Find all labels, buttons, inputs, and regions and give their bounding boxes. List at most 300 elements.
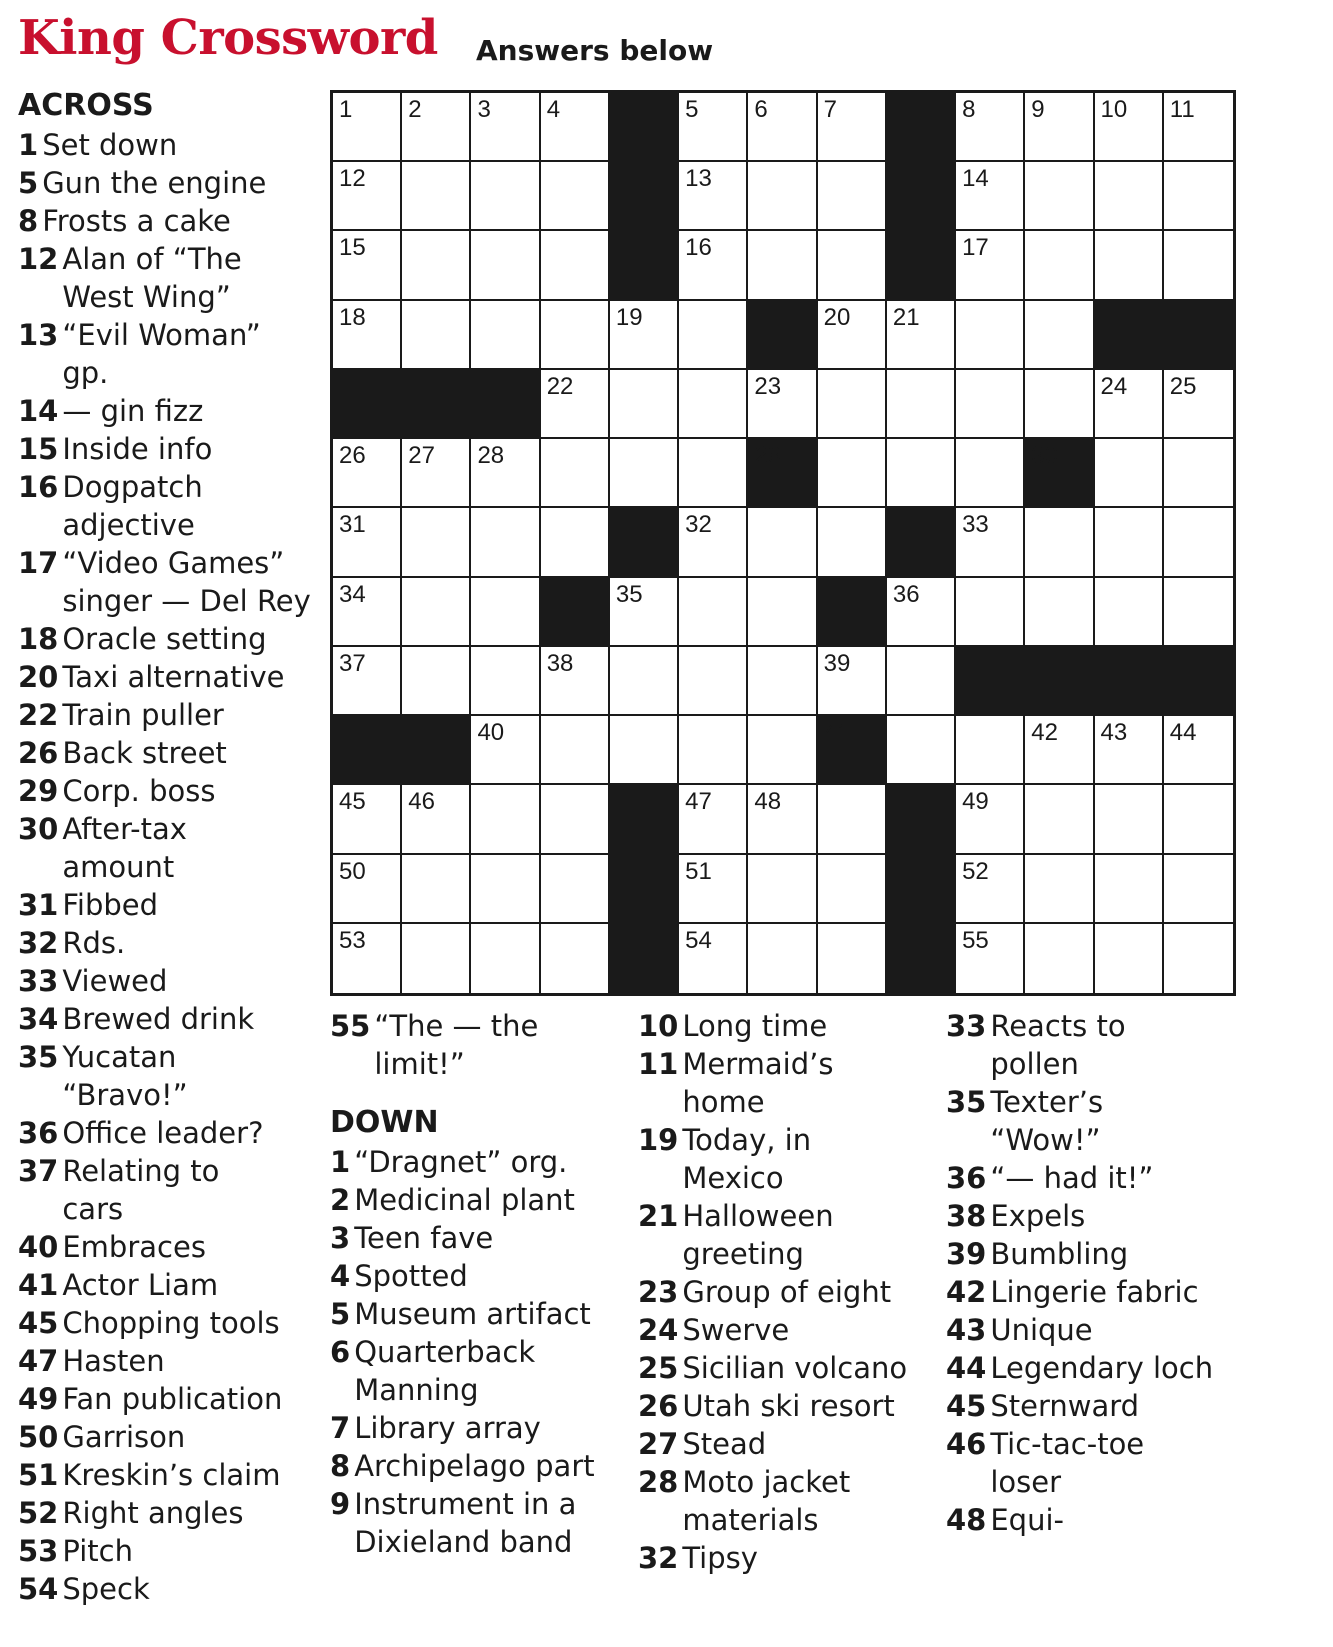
black-square bbox=[610, 231, 679, 300]
grid-cell[interactable] bbox=[818, 924, 887, 993]
grid-cell[interactable] bbox=[956, 924, 1025, 993]
grid-cell[interactable] bbox=[333, 231, 402, 300]
grid-cell[interactable] bbox=[1025, 855, 1094, 924]
cell-number: 46 bbox=[408, 788, 435, 816]
grid-cell[interactable] bbox=[818, 93, 887, 162]
clue-item bbox=[946, 1425, 1246, 1501]
grid-cell[interactable] bbox=[818, 647, 887, 716]
grid-cell[interactable] bbox=[818, 231, 887, 300]
grid-cell[interactable] bbox=[1095, 162, 1164, 231]
grid-cell[interactable] bbox=[541, 370, 610, 439]
across-heading: ACROSS bbox=[18, 88, 154, 123]
grid-cell[interactable] bbox=[1095, 785, 1164, 854]
grid-cell[interactable] bbox=[333, 924, 402, 993]
clue-item bbox=[18, 1038, 318, 1114]
grid-cell[interactable] bbox=[1095, 716, 1164, 785]
grid-cell[interactable] bbox=[471, 924, 540, 993]
clue-number: 28 bbox=[638, 1465, 679, 1499]
clue-number: 12 bbox=[18, 242, 59, 276]
grid-cell[interactable] bbox=[402, 162, 471, 231]
grid-cell[interactable] bbox=[402, 855, 471, 924]
grid-cell[interactable] bbox=[887, 370, 956, 439]
grid-cell[interactable] bbox=[1095, 855, 1164, 924]
page-title: King Crossword bbox=[18, 10, 438, 66]
grid-cell[interactable] bbox=[610, 578, 679, 647]
clue-number: 30 bbox=[18, 812, 59, 846]
clue-number: 55 bbox=[330, 1009, 371, 1043]
cell-number: 32 bbox=[685, 511, 712, 539]
grid-cell[interactable] bbox=[887, 716, 956, 785]
grid-cell[interactable] bbox=[1164, 439, 1233, 508]
grid-cell[interactable] bbox=[956, 855, 1025, 924]
grid-cell[interactable] bbox=[333, 785, 402, 854]
grid-cell[interactable] bbox=[1025, 716, 1094, 785]
grid-cell[interactable] bbox=[333, 301, 402, 370]
clue-item bbox=[638, 1007, 938, 1045]
clue-item bbox=[18, 1228, 318, 1266]
grid-cell[interactable] bbox=[471, 439, 540, 508]
grid-cell[interactable] bbox=[1095, 231, 1164, 300]
grid-cell[interactable] bbox=[748, 716, 817, 785]
clue-item bbox=[330, 1295, 630, 1333]
grid-cell[interactable] bbox=[956, 231, 1025, 300]
grid-cell[interactable] bbox=[541, 647, 610, 716]
grid-cell[interactable] bbox=[541, 785, 610, 854]
clue-text: Gun the engine bbox=[42, 166, 267, 200]
grid-cell[interactable] bbox=[679, 301, 748, 370]
clue-item bbox=[946, 1311, 1246, 1349]
grid-cell[interactable] bbox=[887, 439, 956, 508]
cell-number: 39 bbox=[823, 649, 851, 677]
grid-cell[interactable] bbox=[333, 162, 402, 231]
cell-number: 42 bbox=[1031, 719, 1058, 747]
grid-cell[interactable] bbox=[1164, 578, 1233, 647]
grid-cell[interactable] bbox=[679, 785, 748, 854]
clue-number: 13 bbox=[18, 318, 59, 352]
grid-cell[interactable] bbox=[610, 647, 679, 716]
cell-number: 50 bbox=[339, 857, 366, 885]
grid-cell[interactable] bbox=[679, 508, 748, 577]
cell-number: 52 bbox=[962, 857, 989, 885]
grid-cell[interactable] bbox=[541, 162, 610, 231]
clue-item bbox=[638, 1121, 938, 1197]
clue-text: Taxi alternative bbox=[62, 660, 285, 694]
clues-column-3 bbox=[638, 1007, 938, 1577]
clue-item bbox=[638, 1197, 938, 1273]
grid-cell[interactable] bbox=[887, 578, 956, 647]
grid-cell[interactable] bbox=[333, 855, 402, 924]
cell-number: 5 bbox=[685, 96, 699, 123]
grid-cell[interactable] bbox=[679, 231, 748, 300]
cell-number: 33 bbox=[962, 511, 989, 539]
black-square bbox=[1095, 301, 1164, 370]
grid-cell[interactable] bbox=[748, 162, 817, 231]
clue-item bbox=[18, 430, 318, 468]
clue-number: 25 bbox=[638, 1351, 679, 1385]
grid-cell[interactable] bbox=[1095, 439, 1164, 508]
black-square bbox=[887, 162, 956, 231]
grid-cell[interactable] bbox=[748, 647, 817, 716]
grid-cell[interactable] bbox=[956, 93, 1025, 162]
clue-number: 32 bbox=[18, 926, 59, 960]
cell-number: 10 bbox=[1100, 96, 1128, 123]
clue-item bbox=[18, 1418, 318, 1456]
clue-number: 1 bbox=[330, 1145, 351, 1179]
grid-cell[interactable] bbox=[748, 93, 817, 162]
clue-item bbox=[18, 1000, 318, 1038]
grid-cell[interactable] bbox=[333, 508, 402, 577]
grid-cell[interactable] bbox=[1164, 924, 1233, 993]
grid-cell[interactable] bbox=[679, 716, 748, 785]
clue-number: 47 bbox=[18, 1344, 59, 1378]
clue-item bbox=[946, 1083, 1246, 1159]
clue-number: 44 bbox=[946, 1351, 987, 1385]
grid-cell[interactable] bbox=[748, 578, 817, 647]
grid-cell[interactable] bbox=[333, 578, 402, 647]
clue-number: 16 bbox=[18, 470, 59, 504]
black-square bbox=[1164, 647, 1233, 716]
grid-cell[interactable] bbox=[1164, 370, 1233, 439]
clue-item bbox=[946, 1197, 1246, 1235]
clue-text: Yucatan “Bravo!” bbox=[62, 1040, 188, 1112]
grid-cell[interactable] bbox=[679, 855, 748, 924]
cell-number: 24 bbox=[1100, 372, 1128, 400]
black-square bbox=[610, 785, 679, 854]
grid-cell[interactable] bbox=[471, 647, 540, 716]
black-square bbox=[610, 924, 679, 993]
clue-item bbox=[638, 1425, 938, 1463]
clue-text: Relating to cars bbox=[62, 1154, 220, 1226]
grid-cell[interactable] bbox=[402, 508, 471, 577]
clue-item bbox=[18, 468, 318, 544]
clue-item bbox=[18, 658, 318, 696]
grid-cell[interactable] bbox=[818, 785, 887, 854]
clue-text: Fan publication bbox=[62, 1382, 283, 1416]
grid-cell[interactable] bbox=[541, 301, 610, 370]
clue-number: 11 bbox=[638, 1047, 679, 1081]
grid-cell[interactable] bbox=[1095, 578, 1164, 647]
grid-cell[interactable] bbox=[748, 508, 817, 577]
grid-cell[interactable] bbox=[1164, 93, 1233, 162]
grid-cell[interactable] bbox=[471, 162, 540, 231]
clue-text: Tipsy bbox=[682, 1541, 758, 1575]
black-square bbox=[1095, 647, 1164, 716]
grid-cell[interactable] bbox=[818, 162, 887, 231]
grid-cell[interactable] bbox=[679, 647, 748, 716]
clue-item bbox=[330, 1181, 630, 1219]
clue-item bbox=[18, 620, 318, 658]
black-square bbox=[610, 508, 679, 577]
clue-item bbox=[330, 1257, 630, 1295]
grid-cell[interactable] bbox=[471, 578, 540, 647]
grid-cell[interactable] bbox=[333, 93, 402, 162]
grid-cell[interactable] bbox=[679, 578, 748, 647]
cell-number: 41 bbox=[823, 719, 851, 747]
grid-cell[interactable] bbox=[956, 785, 1025, 854]
clue-text: Lingerie fabric bbox=[990, 1275, 1199, 1309]
cell-number: 44 bbox=[1169, 719, 1197, 747]
clue-item bbox=[638, 1045, 938, 1121]
clue-number: 7 bbox=[330, 1411, 351, 1445]
grid-cell[interactable] bbox=[887, 301, 956, 370]
cell-number: 16 bbox=[685, 234, 712, 262]
clue-item bbox=[638, 1311, 938, 1349]
grid-cell[interactable] bbox=[402, 924, 471, 993]
grid-cell[interactable] bbox=[471, 855, 540, 924]
clue-number: 15 bbox=[18, 432, 59, 466]
grid-cell[interactable] bbox=[956, 162, 1025, 231]
clue-text: Chopping tools bbox=[62, 1306, 280, 1340]
clue-item bbox=[330, 1143, 630, 1181]
clue-item bbox=[18, 1456, 318, 1494]
grid-cell[interactable] bbox=[541, 231, 610, 300]
cell-number: 22 bbox=[546, 372, 574, 400]
grid-cell[interactable] bbox=[748, 855, 817, 924]
clue-number: 36 bbox=[946, 1161, 987, 1195]
grid-cell[interactable] bbox=[748, 924, 817, 993]
grid-cell[interactable] bbox=[956, 508, 1025, 577]
clues-column-2 bbox=[330, 1007, 630, 1561]
clue-number: 40 bbox=[18, 1230, 59, 1264]
cell-number: 13 bbox=[685, 165, 712, 193]
cell-number: 14 bbox=[962, 165, 989, 193]
grid-cell[interactable] bbox=[818, 855, 887, 924]
grid-cell[interactable] bbox=[541, 924, 610, 993]
grid-cell[interactable] bbox=[956, 578, 1025, 647]
clue-item bbox=[18, 544, 318, 620]
grid-cell[interactable] bbox=[471, 93, 540, 162]
clue-number: 27 bbox=[638, 1427, 679, 1461]
black-square bbox=[887, 924, 956, 993]
grid-cell[interactable] bbox=[1164, 716, 1233, 785]
clue-text: Pitch bbox=[62, 1534, 133, 1568]
grid-cell[interactable] bbox=[956, 370, 1025, 439]
clue-text: Expels bbox=[990, 1199, 1086, 1233]
cell-number: 51 bbox=[685, 857, 712, 885]
clue-number: 18 bbox=[18, 622, 59, 656]
grid-cell[interactable] bbox=[402, 578, 471, 647]
grid-cell[interactable] bbox=[1164, 231, 1233, 300]
clue-item bbox=[330, 1447, 630, 1485]
grid-cell[interactable] bbox=[402, 647, 471, 716]
grid-cell[interactable] bbox=[471, 231, 540, 300]
grid-cell[interactable] bbox=[1025, 93, 1094, 162]
clue-number: 36 bbox=[18, 1116, 59, 1150]
clue-item bbox=[330, 1333, 630, 1409]
grid-cell[interactable] bbox=[956, 301, 1025, 370]
grid-cell[interactable] bbox=[818, 370, 887, 439]
clue-number: 2 bbox=[330, 1183, 351, 1217]
grid-cell[interactable] bbox=[610, 716, 679, 785]
grid-cell[interactable] bbox=[1095, 924, 1164, 993]
grid-cell[interactable] bbox=[748, 231, 817, 300]
grid-cell[interactable] bbox=[471, 508, 540, 577]
grid-cell[interactable] bbox=[818, 301, 887, 370]
black-square bbox=[541, 578, 610, 647]
down-heading: DOWN bbox=[330, 1105, 439, 1140]
clue-text: Bumbling bbox=[990, 1237, 1129, 1271]
grid-cell[interactable] bbox=[679, 439, 748, 508]
grid-cell[interactable] bbox=[679, 162, 748, 231]
grid-cell[interactable] bbox=[956, 716, 1025, 785]
grid-cell[interactable] bbox=[610, 370, 679, 439]
grid-cell[interactable] bbox=[333, 647, 402, 716]
grid-cell[interactable] bbox=[1025, 162, 1094, 231]
clue-text: Texter’s “Wow!” bbox=[990, 1085, 1104, 1157]
cell-number: 25 bbox=[1169, 372, 1197, 400]
clue-text: Legendary loch bbox=[990, 1351, 1214, 1385]
grid-cell[interactable] bbox=[402, 439, 471, 508]
grid-cell[interactable] bbox=[402, 231, 471, 300]
grid-cell[interactable] bbox=[541, 508, 610, 577]
clue-item bbox=[18, 1342, 318, 1380]
grid-cell[interactable] bbox=[1095, 93, 1164, 162]
clue-text: Library array bbox=[354, 1411, 541, 1445]
clue-text: “Dragnet” org. bbox=[354, 1145, 568, 1179]
cell-number: 8 bbox=[962, 96, 976, 123]
grid-cell[interactable] bbox=[610, 439, 679, 508]
clue-text: Train puller bbox=[62, 698, 224, 732]
clue-text: Group of eight bbox=[682, 1275, 892, 1309]
clue-number: 26 bbox=[18, 736, 59, 770]
grid-cell[interactable] bbox=[333, 439, 402, 508]
black-square bbox=[887, 508, 956, 577]
clue-text: Embraces bbox=[62, 1230, 206, 1264]
clue-number: 31 bbox=[18, 888, 59, 922]
clue-number: 21 bbox=[638, 1199, 679, 1233]
cell-number: 26 bbox=[339, 442, 366, 470]
clue-number: 19 bbox=[638, 1123, 679, 1157]
black-square bbox=[956, 647, 1025, 716]
clue-item bbox=[18, 392, 318, 430]
grid-cell[interactable] bbox=[1095, 370, 1164, 439]
clue-item bbox=[18, 772, 318, 810]
clue-text: Hasten bbox=[62, 1344, 165, 1378]
grid-cell[interactable] bbox=[402, 301, 471, 370]
cell-number: 3 bbox=[477, 96, 491, 123]
grid-cell[interactable] bbox=[818, 508, 887, 577]
clue-item bbox=[18, 1570, 318, 1608]
clue-text: Instrument in a Dixieland band bbox=[354, 1487, 577, 1559]
clue-text: Reacts to pollen bbox=[990, 1009, 1126, 1081]
clue-item bbox=[946, 1501, 1246, 1539]
grid-cell[interactable] bbox=[956, 439, 1025, 508]
clue-item bbox=[638, 1463, 938, 1539]
grid-cell[interactable] bbox=[471, 301, 540, 370]
grid-cell[interactable] bbox=[541, 716, 610, 785]
clue-item bbox=[18, 240, 318, 316]
grid-cell[interactable] bbox=[1025, 231, 1094, 300]
black-square bbox=[887, 855, 956, 924]
cell-number: 20 bbox=[823, 303, 851, 331]
grid-cell[interactable] bbox=[402, 785, 471, 854]
grid-cell[interactable] bbox=[610, 301, 679, 370]
clue-text: Frosts a cake bbox=[42, 204, 231, 238]
grid-cell[interactable] bbox=[1164, 508, 1233, 577]
grid-cell[interactable] bbox=[679, 370, 748, 439]
grid-cell[interactable] bbox=[541, 439, 610, 508]
grid-cell[interactable] bbox=[1164, 855, 1233, 924]
grid-cell[interactable] bbox=[1025, 301, 1094, 370]
grid-cell[interactable] bbox=[748, 785, 817, 854]
answers-note: Answers below bbox=[476, 34, 714, 67]
clue-item bbox=[18, 962, 318, 1000]
clue-text: Back street bbox=[62, 736, 227, 770]
clue-item bbox=[946, 1349, 1246, 1387]
grid-cell[interactable] bbox=[1025, 578, 1094, 647]
grid-cell[interactable] bbox=[1164, 785, 1233, 854]
grid-cell[interactable] bbox=[1025, 785, 1094, 854]
clue-item bbox=[330, 1409, 630, 1447]
cell-number: 48 bbox=[754, 788, 782, 816]
grid-cell[interactable] bbox=[541, 93, 610, 162]
clue-text: Medicinal plant bbox=[354, 1183, 575, 1217]
clue-text: Quarterback Manning bbox=[354, 1335, 536, 1407]
cell-number: 28 bbox=[477, 442, 505, 470]
black-square bbox=[610, 93, 679, 162]
clue-item bbox=[18, 696, 318, 734]
cell-number: 27 bbox=[408, 442, 435, 470]
grid-cell[interactable] bbox=[1025, 370, 1094, 439]
cell-number: 7 bbox=[823, 96, 837, 123]
clue-text: After-tax amount bbox=[62, 812, 187, 884]
grid-cell[interactable] bbox=[748, 370, 817, 439]
grid-cell[interactable] bbox=[1164, 162, 1233, 231]
black-square bbox=[1025, 647, 1094, 716]
clue-text: Archipelago part bbox=[354, 1449, 595, 1483]
cell-number: 45 bbox=[339, 788, 366, 816]
clue-number: 37 bbox=[18, 1154, 59, 1188]
grid-cell[interactable] bbox=[887, 647, 956, 716]
clue-text: Moto jacket materials bbox=[682, 1465, 851, 1537]
clue-number: 54 bbox=[18, 1572, 59, 1606]
clue-text: Brewed drink bbox=[62, 1002, 255, 1036]
clue-item bbox=[18, 126, 318, 164]
black-square bbox=[402, 716, 471, 785]
grid-cell[interactable] bbox=[1095, 508, 1164, 577]
clue-item bbox=[18, 1152, 318, 1228]
cell-number: 19 bbox=[615, 303, 643, 331]
clue-text: Dogpatch adjective bbox=[62, 470, 203, 542]
cell-number: 30 bbox=[1031, 442, 1058, 470]
grid-cell[interactable] bbox=[1025, 924, 1094, 993]
cell-number: 12 bbox=[339, 165, 366, 193]
clue-text: Corp. boss bbox=[62, 774, 216, 808]
clue-number: 50 bbox=[18, 1420, 59, 1454]
grid-cell[interactable] bbox=[679, 93, 748, 162]
clue-text: Unique bbox=[990, 1313, 1093, 1347]
clue-item bbox=[18, 202, 318, 240]
grid-cell[interactable] bbox=[471, 785, 540, 854]
cell-number: 40 bbox=[477, 719, 505, 747]
grid-cell[interactable] bbox=[541, 855, 610, 924]
grid-cell[interactable] bbox=[679, 924, 748, 993]
clues-column-4 bbox=[946, 1007, 1246, 1539]
clue-text: Swerve bbox=[682, 1313, 790, 1347]
clue-text: Set down bbox=[42, 128, 178, 162]
cell-number: 36 bbox=[892, 580, 920, 608]
black-square bbox=[887, 231, 956, 300]
grid-cell[interactable] bbox=[402, 93, 471, 162]
clue-number: 8 bbox=[330, 1449, 351, 1483]
clue-number: 49 bbox=[18, 1382, 59, 1416]
clue-item bbox=[946, 1007, 1246, 1083]
grid-cell[interactable] bbox=[818, 439, 887, 508]
clue-item bbox=[638, 1349, 938, 1387]
clue-text: Sicilian volcano bbox=[682, 1351, 908, 1385]
grid-cell[interactable] bbox=[1025, 508, 1094, 577]
grid-cell[interactable] bbox=[471, 716, 540, 785]
